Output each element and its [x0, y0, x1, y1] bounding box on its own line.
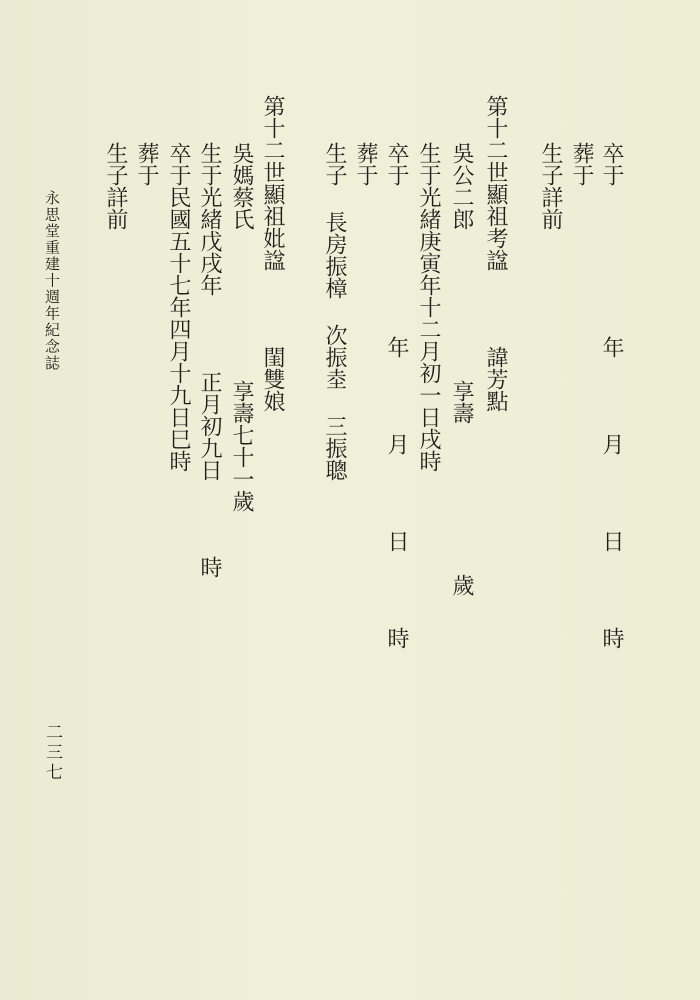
- text-column-2: 葬于: [569, 142, 594, 186]
- text-column-14: 葬于: [134, 142, 159, 186]
- text-column-11: 吳媽蔡氏 享壽七十一歲: [229, 142, 254, 512]
- text-column-5: 吳公二郎 享壽 歲: [449, 142, 474, 596]
- text-column-4: 第十二世顯祖考諡 諱芳點: [483, 95, 508, 412]
- text-column-13: 卒于民國五十七年四月十九日巳時: [166, 142, 191, 472]
- text-column-12: 生于光緒戊戌年 正月初九日 時: [197, 142, 222, 578]
- text-column-15: 生子詳前: [103, 142, 128, 230]
- text-column-10: 第十二世顯祖妣諡 閨雙娘: [260, 95, 285, 412]
- text-column-1: 卒于 年 月 日 時: [599, 142, 624, 649]
- text-column-6: 生于光緒庚寅年十二月初一日戌時: [416, 142, 441, 472]
- margin-title: 永思堂重建十週年紀念誌: [43, 190, 61, 372]
- text-column-8: 葬于: [353, 142, 378, 186]
- page-number: 二三七: [42, 723, 62, 783]
- text-column-9: 生子 長房振樟 次振坴 三振聰: [322, 142, 347, 481]
- text-column-3: 生子詳前: [538, 142, 563, 230]
- text-column-7: 卒于 年 月 日 時: [384, 142, 409, 649]
